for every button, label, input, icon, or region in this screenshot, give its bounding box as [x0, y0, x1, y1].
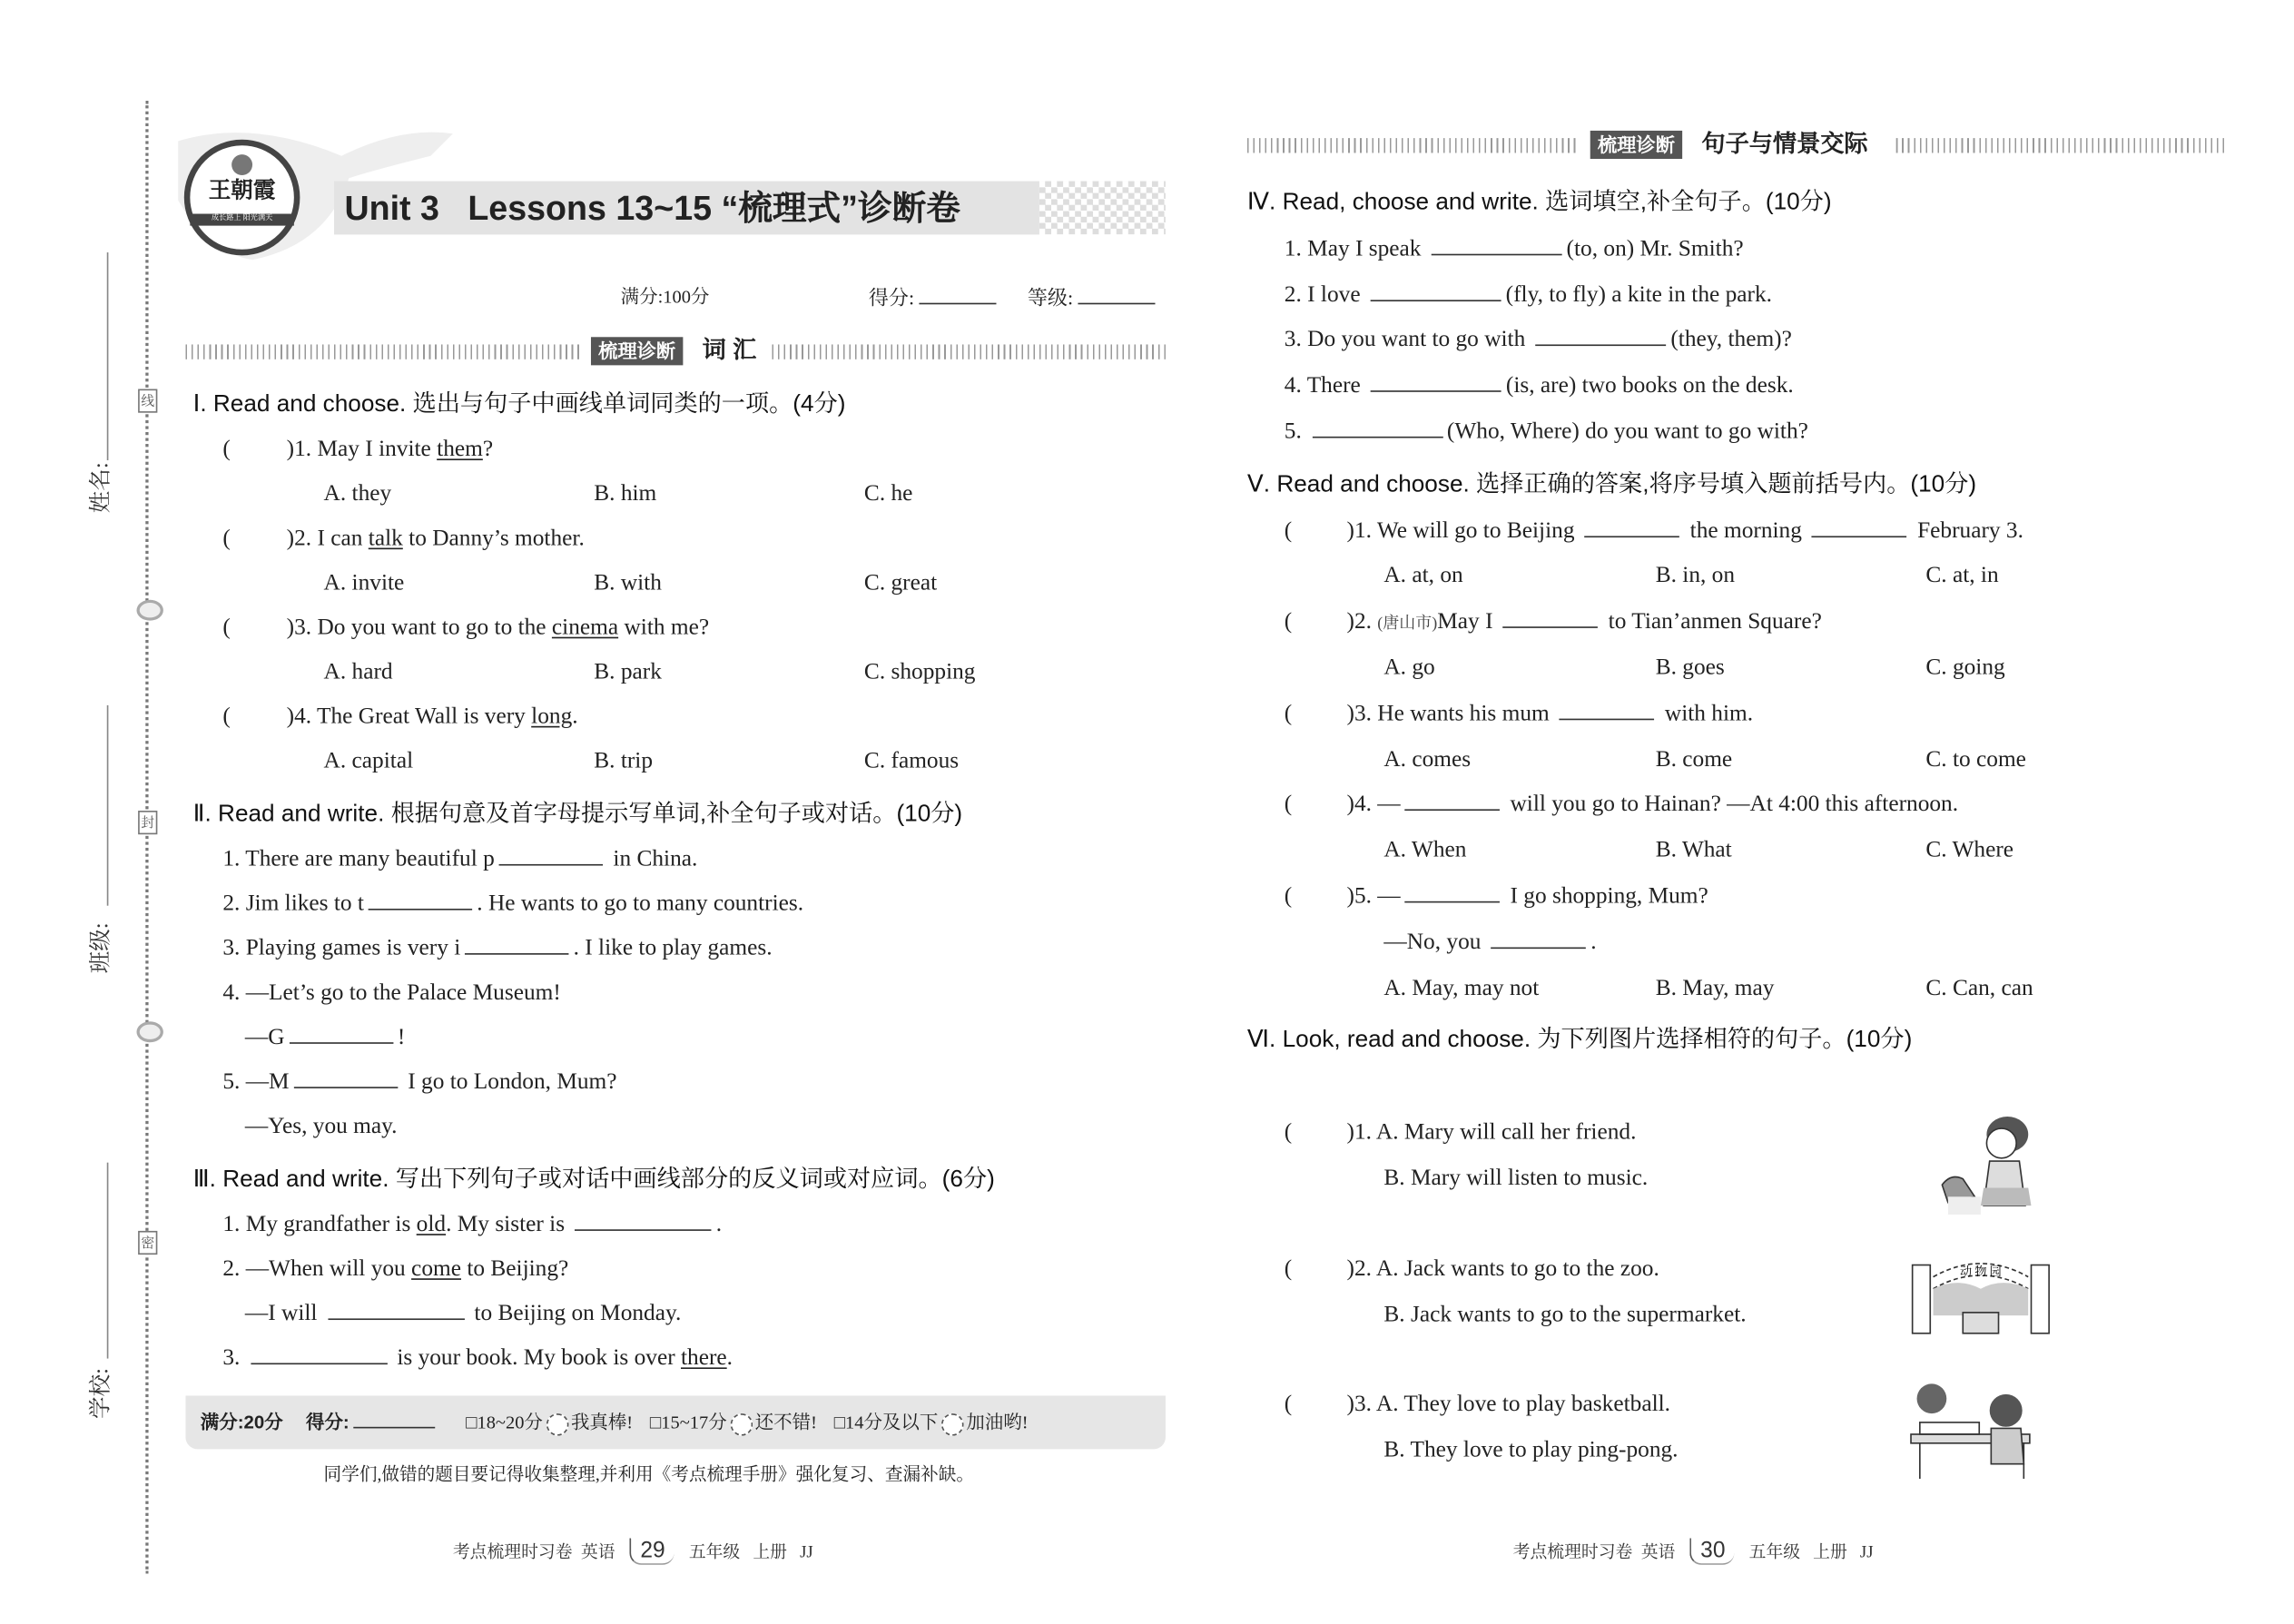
section-heading-text: Ⅳ. Read, choose and write. 选词填空,补全句子。(10分)	[1246, 190, 1832, 216]
option-b[interactable]: B. park	[594, 659, 662, 685]
answer-bracket[interactable]: (	[222, 615, 231, 640]
answer-blank[interactable]	[1371, 279, 1501, 301]
continuation-text: —G !	[245, 1016, 405, 1060]
smiley-icon	[546, 1412, 568, 1435]
logo: 王朝霞 成长路上 阳光满天	[184, 140, 300, 256]
fill-row	[0, 409, 2294, 455]
question-row	[0, 508, 2294, 554]
options-row	[0, 737, 2294, 782]
continuation-text: —I will to Beijing on Monday.	[245, 1292, 681, 1336]
question-text: )1. We will go to Beijing the morning February 3.	[1346, 508, 2023, 554]
full-score: 满分:100分	[620, 286, 710, 308]
question-text: 5. (Who, Where) do you want to go with?	[1285, 409, 1808, 455]
continuation-text: —Yes, you may.	[244, 1113, 398, 1139]
grade-field[interactable]: 等级:	[1028, 281, 1159, 310]
option-a[interactable]: A. When	[1383, 837, 1467, 863]
answer-blank[interactable]	[1371, 370, 1501, 393]
section-heading-text: Ⅲ. Read and write. 写出下列句子或对话中画线部分的反义词或对应词。(6分)	[192, 1166, 995, 1193]
question-text: )2. A. Jack wants to go to the zoo.	[1346, 1255, 1659, 1282]
right-page-footer: 考点梳理时习卷 英语 30 五年级 上册 JJ	[1512, 1538, 1874, 1564]
answer-bracket[interactable]: (	[222, 526, 231, 551]
question-text: )4. — will you go to Hainan? —At 4:00 this afternoon.	[1346, 783, 1958, 829]
options-row	[0, 966, 2294, 1011]
section-heading	[0, 1019, 2294, 1065]
answer-bracket[interactable]: (	[1284, 517, 1293, 543]
question-text: )5. — I go shopping, Mum?	[1346, 874, 1708, 920]
option-c[interactable]: C. at, in	[1925, 563, 1999, 589]
question-text: 4. There (is, are) two books on the desk.	[1285, 364, 1794, 409]
question-text: 3. is your book. My book is over there.	[222, 1336, 733, 1381]
question-text: 2. —When will you come to Beijing?	[222, 1255, 569, 1282]
answer-blank[interactable]	[1560, 697, 1655, 720]
underlined-word: come	[411, 1255, 461, 1282]
score-option[interactable]: □18~20分 我真棒!	[466, 1412, 633, 1432]
girl-on-phone-picture	[1930, 1114, 2049, 1225]
underlined-word: them	[437, 436, 483, 462]
region-note: (唐山市)	[1377, 615, 1438, 634]
answer-blank[interactable]	[1585, 515, 1680, 537]
option-c[interactable]: C. he	[863, 480, 913, 507]
option-b[interactable]: B. trip	[594, 748, 654, 774]
answer-blank[interactable]	[1405, 789, 1501, 812]
section-tag: 梳理诊断	[1590, 131, 1682, 159]
option-b[interactable]: B. him	[594, 480, 657, 507]
answer-bracket[interactable]: (	[222, 704, 231, 730]
answer-bracket[interactable]: (	[1284, 700, 1293, 726]
option-c[interactable]: C. great	[863, 570, 938, 595]
question-row	[0, 783, 2294, 829]
fill-row	[0, 272, 2294, 318]
section-heading-text: Ⅰ. Read and choose. 选出与句子中画线单词同类的一项。(4分)	[192, 391, 846, 418]
cheer-face-icon	[941, 1412, 964, 1435]
option-a[interactable]: A. comes	[1383, 745, 1472, 772]
page-number: 29	[630, 1538, 674, 1564]
section-title: 词 汇	[702, 338, 757, 364]
section-tag: 梳理诊断	[591, 337, 683, 365]
option-c[interactable]: C. famous	[863, 748, 960, 774]
options-row	[0, 555, 2294, 600]
underlined-word: cinema	[551, 615, 619, 640]
class-label: 班级:	[90, 922, 114, 974]
name-label: 姓名:	[90, 462, 114, 514]
question-text: )2. I can talk to Danny’s mother.	[286, 526, 585, 551]
question-text: )1. A. Mary will call her friend.	[1346, 1119, 1637, 1146]
question-text: 1. There are many beautiful p in China.	[222, 837, 697, 881]
score-field[interactable]: 得分:	[869, 281, 1000, 310]
option-a[interactable]: A. they	[323, 480, 392, 507]
underlined-word: old	[416, 1211, 447, 1237]
question-row	[0, 692, 2294, 737]
page-title: Unit 3 Lessons 13~15 “梳理式”诊断卷	[344, 188, 960, 228]
section-heading-text: Ⅴ. Read and choose. 选择正确的答案,将序号填入题前括号内。(10分)	[1246, 471, 1977, 497]
binding-mark: 线	[138, 389, 157, 413]
question-text: 2. Jim likes to t . He wants to go to many countries.	[222, 882, 803, 927]
score-option[interactable]: □15~17分 还不错!	[650, 1412, 817, 1432]
question-text: )2. (唐山市)May I to Tian’anmen Square?	[1346, 600, 1821, 647]
question-row	[0, 600, 2294, 645]
option-c[interactable]: C. Can, can	[1925, 974, 2033, 1000]
option-a[interactable]: A. go	[1383, 655, 1435, 681]
answer-bracket[interactable]: (	[222, 436, 231, 462]
question-text: 2. I love (fly, to fly) a kite in the park.	[1285, 272, 1772, 318]
continuation-text: —No, you .	[1383, 920, 1596, 966]
answer-blank[interactable]	[1812, 515, 1907, 537]
underlined-word: there	[680, 1344, 727, 1371]
smile-icon	[730, 1412, 753, 1435]
option-c[interactable]: C. going	[1925, 655, 2005, 681]
answer-blank[interactable]	[1432, 232, 1562, 255]
binding-mark: 密	[138, 1231, 157, 1255]
underlined-word: long	[531, 704, 573, 730]
fill-row	[0, 319, 2294, 364]
section-score-field[interactable]	[354, 1412, 436, 1428]
question-text: 5. —M I go to London, Mum?	[222, 1060, 616, 1105]
question-text: 1. May I speak (to, on) Mr. Smith?	[1285, 227, 1744, 272]
question-text: )3. He wants his mum with him.	[1346, 692, 1753, 737]
answer-bracket[interactable]: (	[1284, 608, 1293, 635]
question-text: 4. —Let’s go to the Palace Museum!	[222, 979, 561, 1006]
question-text: )1. May I invite them?	[286, 436, 494, 462]
option-c[interactable]: C. to come	[1925, 745, 2026, 772]
option-b[interactable]: B. in, on	[1655, 563, 1736, 589]
underlined-word: talk	[368, 526, 403, 551]
section-divider	[1896, 138, 2228, 153]
options-row	[0, 645, 2294, 691]
page-number: 30	[1690, 1538, 1735, 1564]
zoo-sign-text: 动 物 园	[1959, 1264, 2002, 1278]
option-a[interactable]: A. at, on	[1383, 563, 1463, 589]
answer-blank[interactable]	[1536, 324, 1667, 347]
section-heading-text: Ⅱ. Read and write. 根据句意及首字母提示写单词,补全句子或对话。(10分)	[192, 802, 963, 828]
section-heading-text: Ⅵ. Look, read and choose. 为下列图片选择相符的句子。(10分)	[1246, 1028, 1913, 1054]
left-page-footer: 考点梳理时习卷 英语 29 五年级 上册 JJ	[452, 1538, 813, 1564]
question-text: 3. Do you want to go with (they, them)?	[1285, 319, 1792, 364]
ping-pong-picture	[1905, 1378, 2038, 1485]
continuation-text: B. Mary will listen to music.	[1383, 1165, 1649, 1191]
question-text: 3. Playing games is very i . I like to play games.	[222, 927, 772, 971]
section-heading	[0, 463, 2294, 508]
answer-blank[interactable]	[1492, 926, 1587, 949]
option-b[interactable]: B. come	[1655, 745, 1733, 772]
question-row	[0, 874, 2294, 920]
option-a[interactable]: A. May, may not	[1383, 974, 1540, 1000]
section-heading	[0, 182, 2294, 227]
fill-row	[0, 227, 2294, 272]
binding-mark: 封	[138, 811, 157, 834]
review-note: 同学们,做错的题目要记得收集整理,并利用《考点梳理手册》强化复习、查漏补缺。	[323, 1463, 974, 1485]
answer-blank[interactable]	[1405, 881, 1501, 903]
question-text: )3. Do you want to go to the cinema with me?	[286, 615, 710, 640]
section-title: 句子与情景交际	[1701, 132, 1868, 158]
question-text: )3. A. They love to play basketball.	[1346, 1392, 1671, 1417]
options-row	[0, 829, 2294, 874]
answer-bracket[interactable]: (	[1284, 1255, 1293, 1282]
logo-avatar-icon	[231, 154, 252, 175]
continuation-row	[0, 920, 2294, 966]
answer-blank[interactable]	[1503, 606, 1599, 629]
option-b[interactable]: B. with	[594, 570, 662, 595]
answer-blank[interactable]	[1312, 416, 1442, 438]
continuation-text: B. They love to play ping-pong.	[1383, 1437, 1679, 1463]
answer-bracket[interactable]: (	[1284, 1392, 1293, 1417]
answer-bracket[interactable]: (	[1284, 792, 1293, 818]
question-text: )4. The Great Wall is very long.	[286, 704, 578, 730]
option-a[interactable]: A. hard	[323, 659, 393, 685]
answer-bracket[interactable]: (	[1284, 1119, 1293, 1146]
option-b[interactable]: B. goes	[1655, 655, 1725, 681]
question-text: 1. My grandfather is old. My sister is .	[222, 1203, 722, 1247]
option-c[interactable]: C. Where	[1925, 837, 2014, 863]
continuation-text: B. Jack wants to go to the supermarket.	[1383, 1301, 1747, 1327]
score-bar: 满分:20分 得分: □18~20分 我真棒! □15~17分 还不错! □14分及以下 加油哟!	[185, 1395, 1165, 1449]
option-b[interactable]: B. What	[1655, 837, 1732, 863]
option-b[interactable]: B. May, may	[1655, 974, 1775, 1000]
school-label: 学校:	[90, 1368, 114, 1419]
answer-bracket[interactable]: (	[1284, 883, 1293, 909]
fill-row	[0, 364, 2294, 409]
score-option[interactable]: □14分及以下 加油哟!	[834, 1412, 1029, 1432]
zoo-gate-picture	[1906, 1250, 2055, 1339]
option-a[interactable]: A. capital	[323, 748, 414, 774]
option-c[interactable]: C. shopping	[863, 659, 976, 685]
section-divider	[1247, 138, 1577, 153]
option-a[interactable]: A. invite	[323, 570, 405, 595]
